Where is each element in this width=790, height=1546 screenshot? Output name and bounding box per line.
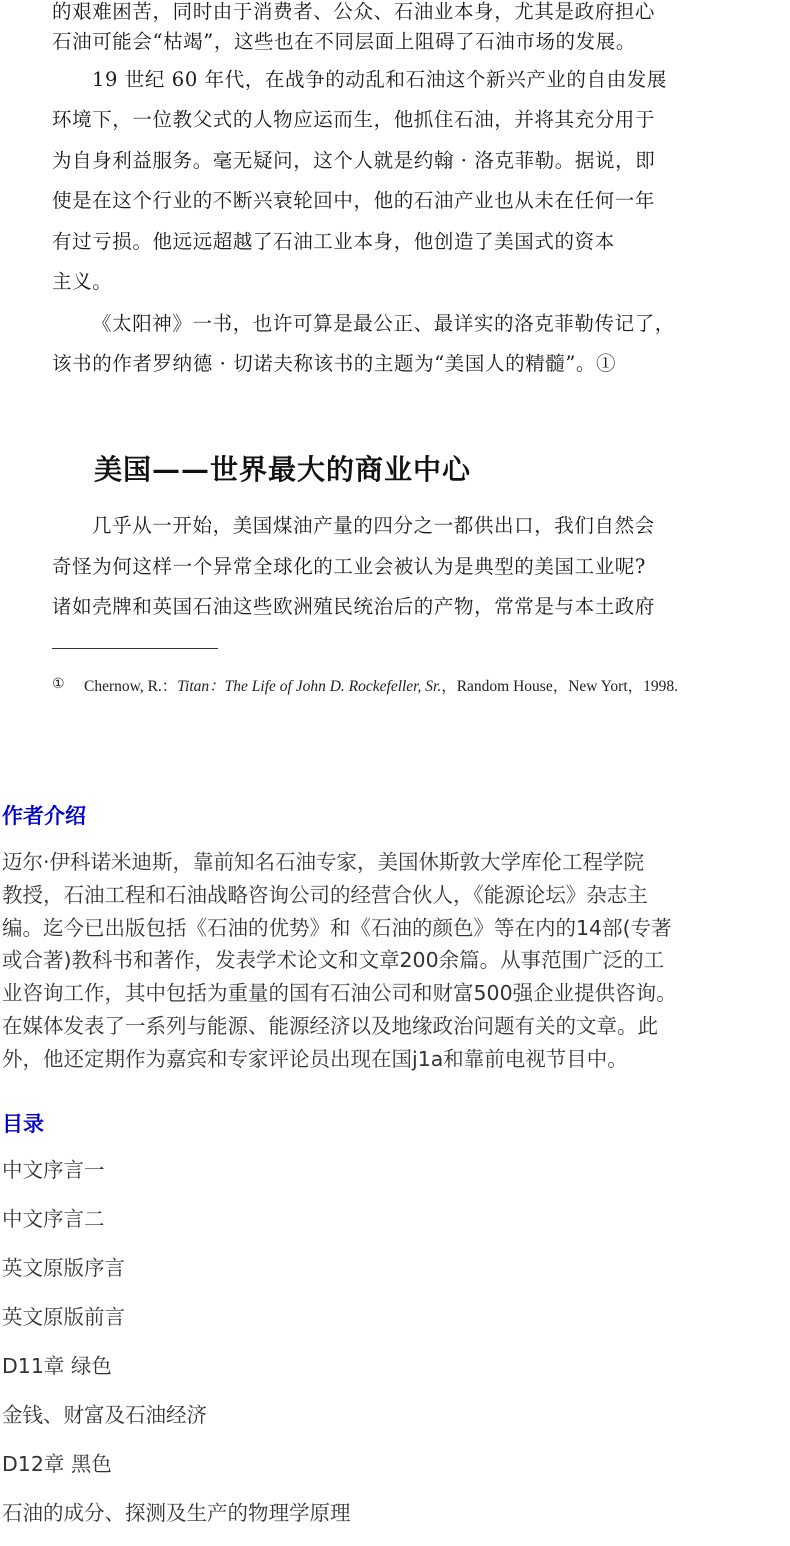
scan-text-line: 使是在这个行业的不断兴衰轮回中，他的石油产业也从未在任何一年 <box>52 189 656 212</box>
scan-text-line: 环境下，一位教父式的人物应运而生，他抓住石油，并将其充分用于 <box>52 108 656 131</box>
toc-item[interactable]: 中文序言二 <box>2 1207 105 1231</box>
scan-text-line: 石油可能会“枯竭”，这些也在不同层面上阻碍了石油市场的发展。 <box>52 30 636 53</box>
author-bio-line: 或合著)教科书和著作，发表学术论文和文章200余篇。从事范围广泛的工 <box>2 948 665 973</box>
scan-text-line: 奇怪为何这样一个异常全球化的工业会被认为是典型的美国工业呢? <box>52 555 646 578</box>
author-bio-line: 外，他还定期作为嘉宾和专家评论员出现在国j1a和靠前电视节目中。 <box>2 1046 628 1071</box>
scan-text-line: 《太阳神》一书，也许可算是最公正、最详实的洛克菲勒传记了， <box>92 312 675 335</box>
footnote-publisher: ，Random House，New Yort，1998. <box>441 678 679 695</box>
toc-section-title: 目录 <box>2 1112 44 1136</box>
scan-text-line: 的艰难困苦，同时由于消费者、公众、石油业本身，尤其是政府担心 <box>52 0 656 23</box>
toc-item[interactable]: 英文原版前言 <box>2 1305 125 1329</box>
footnote-marker: ① <box>52 676 65 692</box>
author-bio-line: 在媒体发表了一系列与能源、能源经济以及地缘政治问题有关的文章。此 <box>2 1013 658 1038</box>
scan-text-line: 诸如壳牌和英国石油这些欧洲殖民统治后的产物，常常是与本土政府 <box>52 595 656 618</box>
footnote-title: Titan：The Life of John D. Rockefeller, Sr. <box>177 678 442 695</box>
toc-item[interactable]: D12章 黑色 <box>2 1452 112 1476</box>
scan-text-line: 19 世纪 60 年代，在战争的动乱和石油这个新兴产业的自由发展 <box>92 68 667 91</box>
author-bio-line: 教授，石油工程和石油战略咨询公司的经营合伙人，《能源论坛》杂志主 <box>2 882 648 907</box>
author-bio-line: 迈尔·伊科诺米迪斯，靠前知名石油专家，美国休斯敦大学库伦工程学院 <box>2 850 645 874</box>
author-section-title: 作者介绍 <box>2 804 86 828</box>
footnote-text <box>84 674 718 699</box>
toc-item[interactable]: 石油的成分、探测及生产的物理学原理 <box>2 1501 351 1525</box>
scanned-book-page <box>0 0 790 760</box>
scan-text-line: 该书的作者罗纳德 · 切诺夫称该书的主题为“美国人的精髓”。① <box>52 352 617 375</box>
scan-text-line: 主义。 <box>52 270 113 293</box>
toc-item[interactable]: D11章 绿色 <box>2 1354 112 1378</box>
toc-item[interactable]: 英文原版序言 <box>2 1256 125 1280</box>
toc-item[interactable]: 金钱、财富及石油经济 <box>2 1403 207 1427</box>
scan-text-line: 几乎从一开始，美国煤油产量的四分之一都供出口，我们自然会 <box>92 514 655 537</box>
footnote-author: Chernow, R.： <box>84 678 178 695</box>
scan-section-heading: 美国——世界最大的商业中心 <box>94 453 472 486</box>
author-bio-line: 业咨询工作，其中包括为重量的国有石油公司和财富500强企业提供咨询。 <box>2 981 677 1006</box>
toc-item[interactable]: 中文序言一 <box>2 1158 105 1182</box>
author-bio <box>2 846 788 1076</box>
footnote-rule <box>52 648 218 649</box>
author-bio-line: 编。迄今已出版包括《石油的优势》和《石油的颜色》等在内的14部(专著 <box>2 915 672 940</box>
scan-text-line: 为自身利益服务。毫无疑问，这个人就是约翰 · 洛克菲勒。据说，即 <box>52 149 656 172</box>
toc-list <box>2 1146 702 1538</box>
scan-text-line: 有过亏损。他远远超越了石油工业本身，他创造了美国式的资本 <box>52 230 615 253</box>
